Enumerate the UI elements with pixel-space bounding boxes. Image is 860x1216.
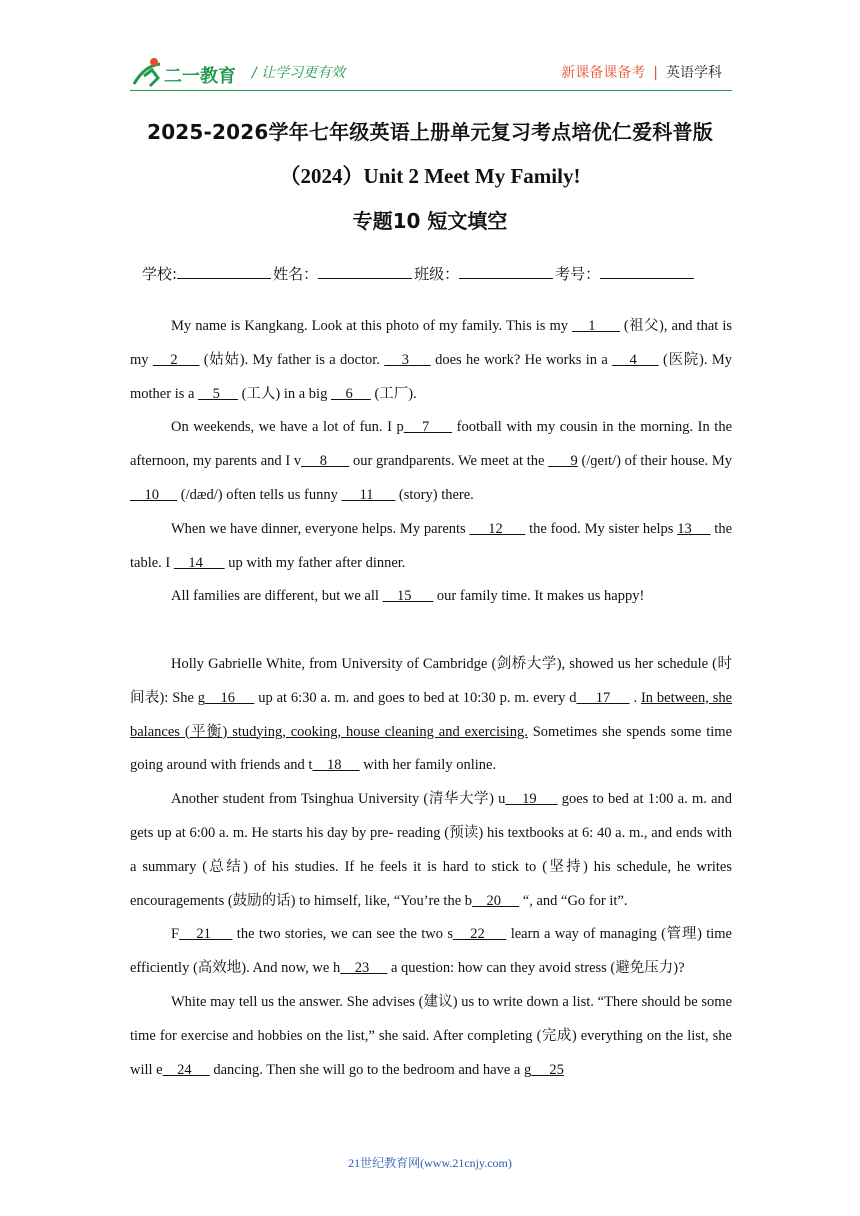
header-divider [130,90,732,91]
blank-11: 11 [341,486,396,503]
passage2-paragraph: Another student from Tsinghua University (清华大学) u 19 goes to bed at 1:00 a. m. and gets up at 6:00 a. m. He starts his day by pre- reading (预读) his textbooks at 6: 40 a. m., and ends with a summary (总结) of his studies. If he feels it is hard to stick to (坚持) his schedule, he writes encouragements (鼓励的话) to himself, like, “You’re the b 20 “, and “Go for it”. [130,791,733,909]
page-footer: 21世纪教育网(www.21cnjy.com) [348,1156,512,1170]
passage2-paragraph: Holly Gabrielle White, from University of Cambridge (剑桥大学), showed us her schedule (时间表): She g 16 up at 6:30 a. m. and goes to bed at 10:30 p. m. every d 17 . In between, she balances (平衡) studying, cooking, house cleaning and exercising. Sometimes she spends some time going around with friends and t 18 with her family online. [130,655,733,774]
logo-icon [130,56,240,90]
blank-16: 16 [205,689,255,706]
blank-12: 12 [469,520,526,537]
page-header [0,0,860,96]
blank-2: 2 [152,351,200,368]
blank-22: 22 [452,926,507,943]
blank-13: 13 [677,520,711,537]
passage1-paragraph: When we have dinner, everyone helps. My parents 12 the food. My sister helps 13 the table. I 14 up with my father after dinner. [130,520,733,571]
blank-5: 5 [198,385,238,402]
student-info [142,263,696,284]
slogan: / 让学习更有效 [252,65,346,81]
blank-21: 21 [179,926,233,943]
header-subject-label: 英语学科 [666,65,722,81]
blank-24: 24 [162,1061,210,1078]
name-field[interactable] [318,264,412,279]
page-title: 2025-2026学年七年级英语上册单元复习考点培优仁爱科普版 [147,120,713,144]
blank-25: 25 [531,1061,564,1078]
passage-body [130,310,732,1087]
blank-14: 14 [173,554,225,571]
blank-9: 9 [548,453,578,470]
passage1-paragraph: All families are different, but we all 15 our family time. It makes us happy! [171,588,645,605]
underlined-sentence: In between, she balances (平衡) studying, cooking, house cleaning and exercising. [130,689,733,740]
blank-8: 8 [301,453,350,470]
header-separator: | [653,65,658,81]
passage2-paragraph: White may tell us the answer. She advises (建议) us to write down a list. “There should be some time for exercise and hobbies on the list,” she said. After completing (完成) everything on the list, she will e 24 dancing. Then she will go to the bedroom and have a g 25 [130,993,732,1078]
blank-10: 10 [130,486,178,503]
passage1-paragraph: On weekends, we have a lot of fun. I p 7 football with my cousin in the morning. In the afternoon, my parents and I v 8 our grandparents. We meet at the 9 (/ɡeɪt/) of their house. My 10 (/dæd/) often tells us funny 11 (story) there. [130,419,733,503]
passage1-paragraph: My name is Kangkang. Look at this photo of my family. This is my 1 (祖父), and that is my 2 (姑姑). My father is a doctor. 3 does he work? He works in a 4 (医院). My mother is a 5 (工人) in a big 6 (工厂). [130,318,733,402]
header-course: 新课备课备考 [561,65,646,81]
blank-15: 15 [382,588,434,605]
blank-19: 19 [505,791,558,808]
section-title: 专题10 短文填空 [352,209,508,233]
blank-7: 7 [403,419,453,436]
blank-6: 6 [330,385,371,402]
blank-4: 4 [612,351,659,368]
page-subtitle: （2024）Unit 2 Meet My Family! [279,164,581,188]
header-subject [561,62,722,82]
blank-1: 1 [572,318,620,334]
class-field[interactable] [459,264,553,279]
logo-text: 二一教育 [164,66,236,87]
blank-23: 23 [340,960,388,977]
class-label: 班级： [414,265,460,283]
blank-3: 3 [384,351,431,368]
blank-18: 18 [312,757,360,774]
blank-20: 20 [472,892,520,909]
name-label: 姓名： [273,265,319,283]
exam-no-label: 考号： [555,265,601,283]
blank-17: 17 [576,689,630,706]
exam-no-field[interactable] [600,264,694,279]
school-label: 学校: [142,265,178,283]
passage2-paragraph: F 21 the two stories, we can see the two s 22 learn a way of managing (管理) time efficiently (高效地). And now, we h 23 a question: how can they avoid stress (避免压力)? [130,926,732,977]
school-field[interactable] [177,264,271,279]
